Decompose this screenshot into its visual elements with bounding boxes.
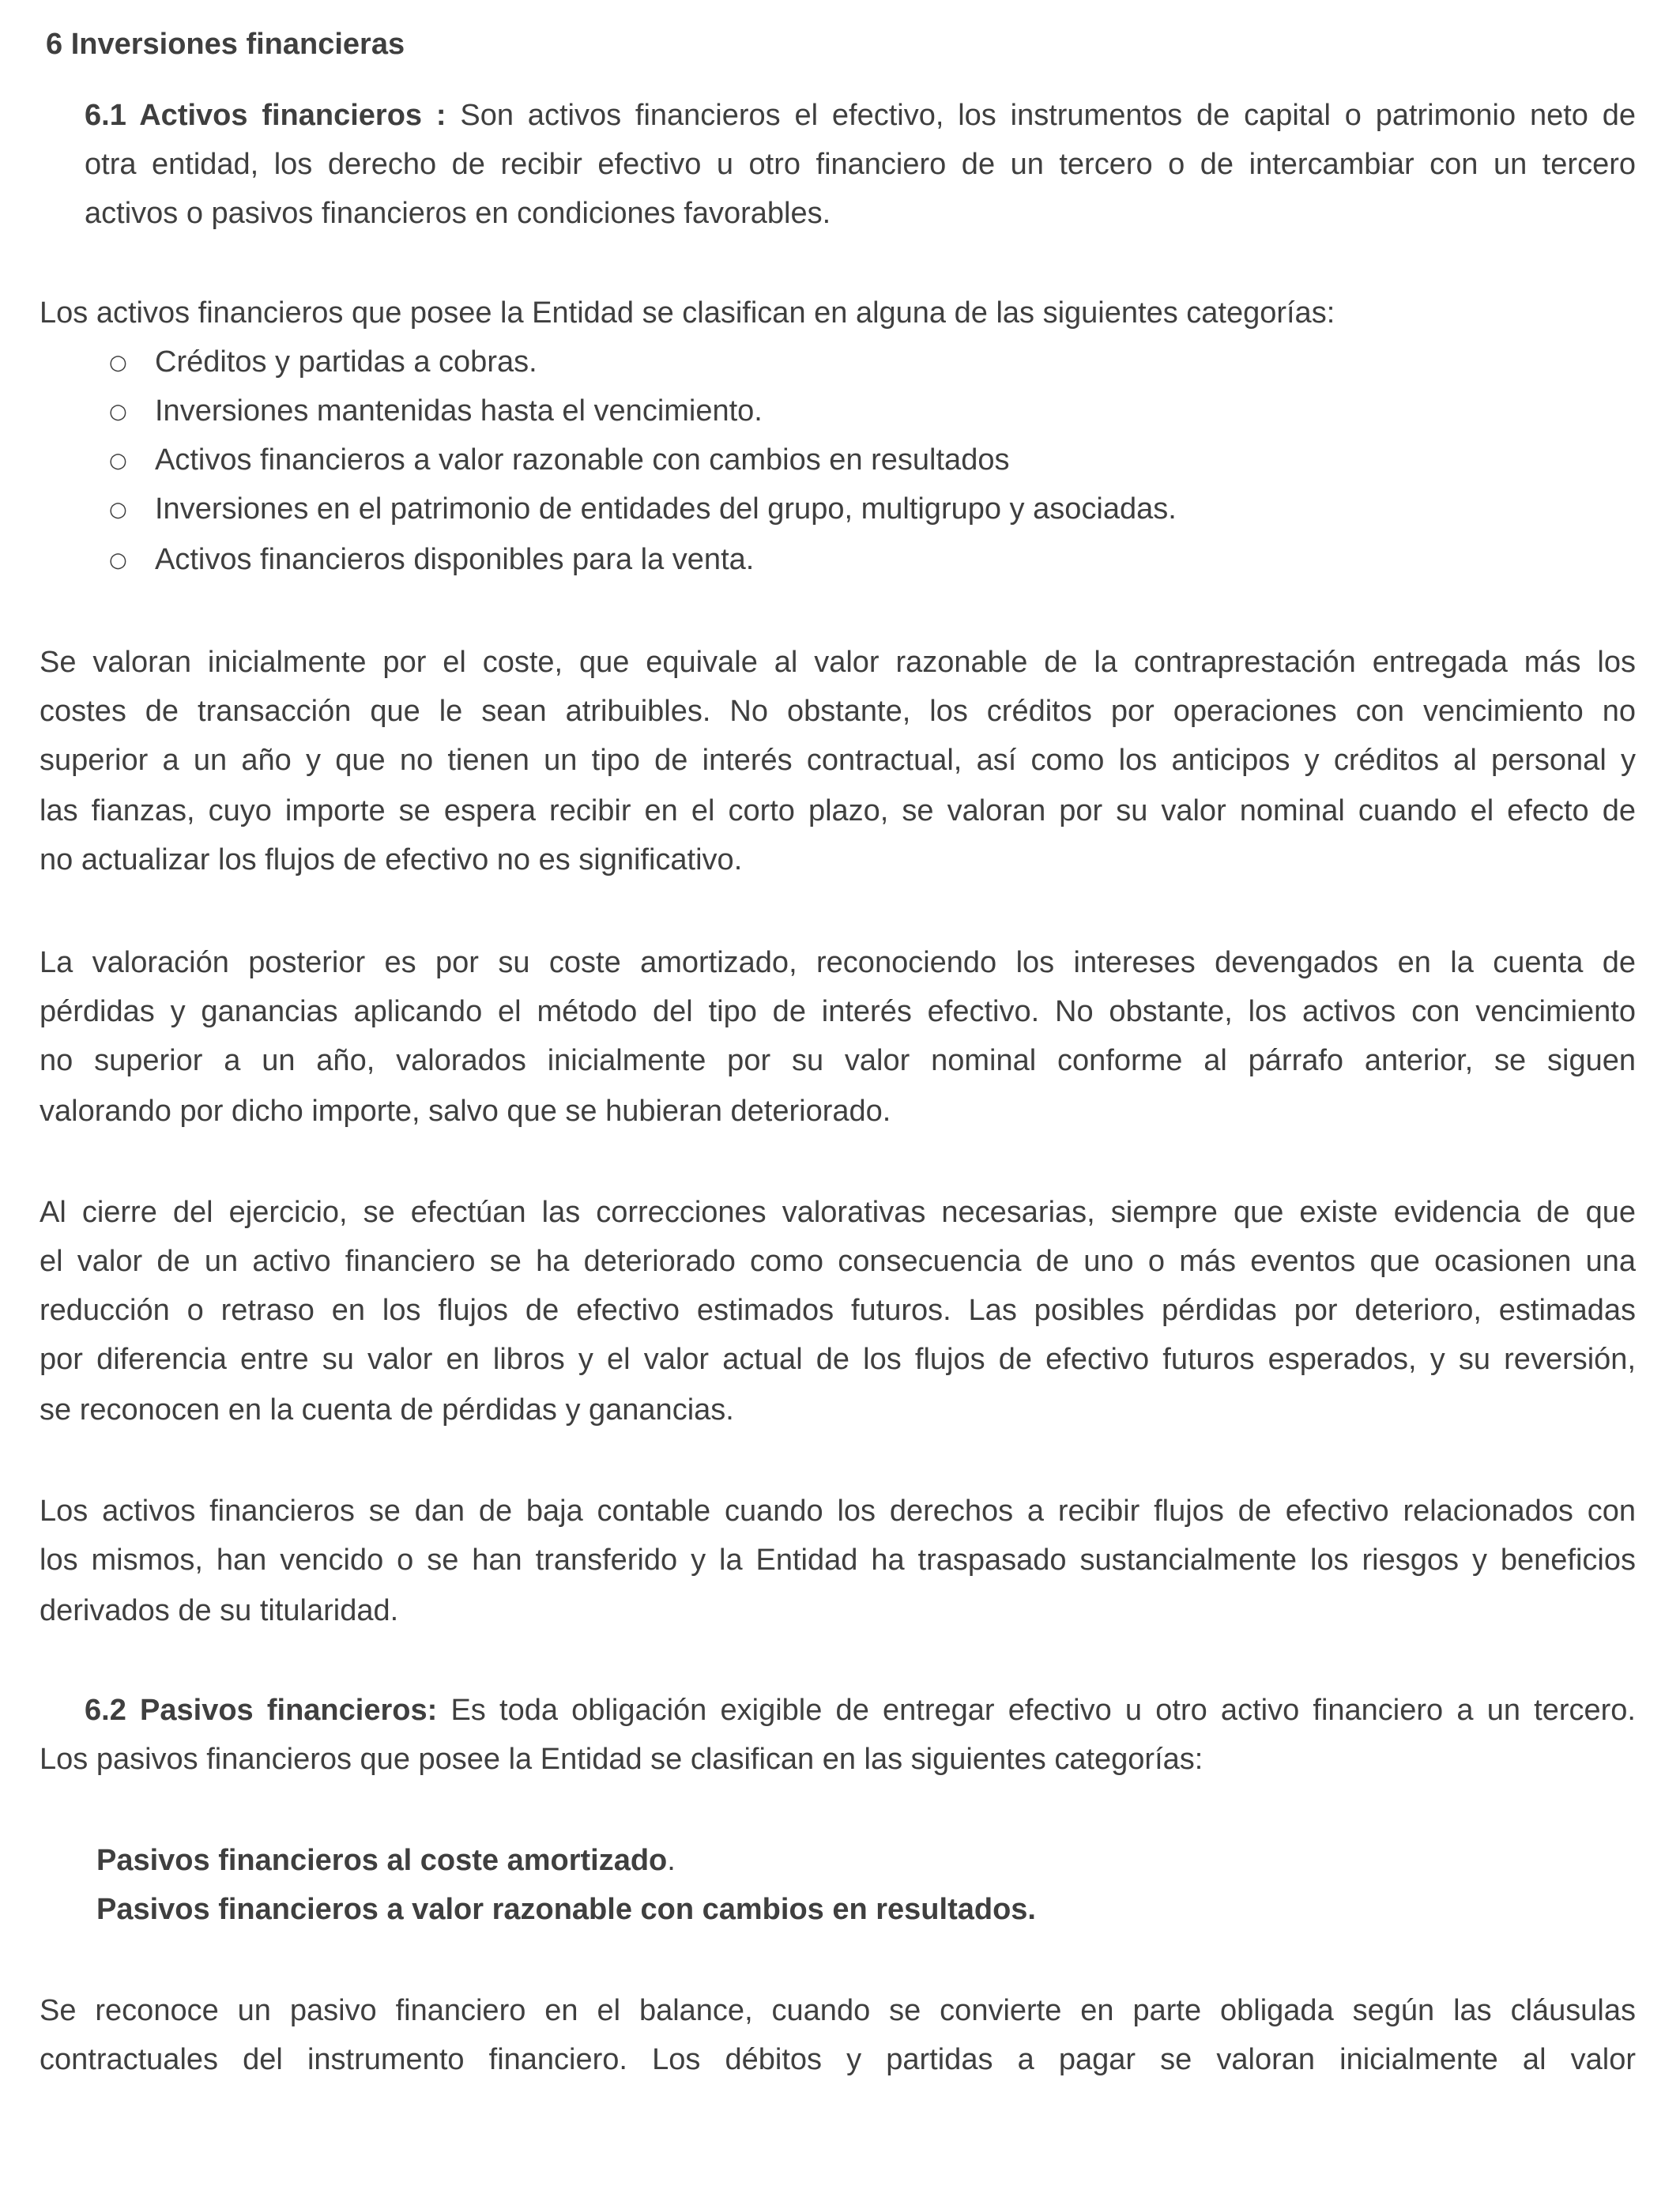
bullet-circle-icon: ○ [109,449,127,473]
section-title: 6 Inversiones financieras [46,28,405,61]
pasivos-category-1-period: . [667,1844,676,1877]
valoracion-inicial-line-1: Se valoran inicialmente por el coste, que equivale al valor razonable de la contraprestación entregada más los [40,646,1636,679]
pasivos-definition-line-2: Los pasivos financieros que posee la Entidad se clasifican en las siguientes categorías: [40,1743,1203,1776]
pasivos-category-2: Pasivos financieros a valor razonable con cambios en resultados. [96,1893,1036,1926]
activos-subsection-label: 6.1 Activos financieros : [85,99,446,132]
list-item-text: Activos financieros a valor razonable con cambios en resultados [155,443,1010,477]
baja-line-3: derivados de su titularidad. [40,1594,399,1627]
pasivos-definition-text: Es toda obligación exigible de entregar efectivo u otro activo financiero a un tercero. [437,1694,1636,1727]
valoracion-posterior-line-3: no superior a un año, valorados inicialmente por su valor nominal conforme al párrafo anterior, se siguen [40,1044,1636,1077]
list-item-text: Inversiones mantenidas hasta el vencimiento. [155,394,763,428]
baja-line-1: Los activos financieros se dan de baja contable cuando los derechos a recibir flujos de efectivo relacionados con [40,1495,1636,1528]
valoracion-inicial-line-3: superior a un año y que no tienen un tipo de interés contractual, así como los anticipos y créditos al personal y [40,744,1636,777]
list-item-text: Créditos y partidas a cobras. [155,345,537,379]
activos-definition-line-3: activos o pasivos financieros en condiciones favorables. [85,197,831,230]
bullet-circle-icon: ○ [109,351,127,375]
pasivos-category-1 [96,1840,1636,1881]
activos-definition-line-1 [85,95,1636,136]
list-item [109,390,763,432]
pasivos-definition-line-1 [85,1690,1636,1731]
list-item-text: Activos financieros disponibles para la venta. [155,543,755,576]
pasivos-subsection-label: 6.2 Pasivos financieros: [85,1694,438,1727]
valoracion-inicial-line-4: las fianzas, cuyo importe se espera recibir en el corto plazo, se valoran por su valor nominal cuando el efecto de [40,794,1636,827]
cierre-line-1: Al cierre del ejercicio, se efectúan las correcciones valorativas necesarias, siempre que existe evidencia de que [40,1196,1636,1229]
bullet-circle-icon: ○ [109,400,127,424]
list-item [109,439,1009,481]
list-item [109,341,537,383]
valoracion-inicial-line-5: no actualizar los flujos de efectivo no es significativo. [40,843,743,876]
bullet-circle-icon: ○ [109,548,127,572]
valoracion-posterior-line-2: pérdidas y ganancias aplicando el método del tipo de interés efectivo. No obstante, los activos con vencimiento [40,995,1636,1028]
valoracion-posterior-line-1: La valoración posterior es por su coste amortizado, reconociendo los intereses devengados en la cuenta de [40,946,1636,979]
activos-definition-line-2: otra entidad, los derecho de recibir efectivo u otro financiero de un tercero o de intercambiar con un tercero [85,148,1636,181]
list-item-text: Inversiones en el patrimonio de entidades del grupo, multigrupo y asociadas. [155,492,1177,526]
pasivos-category-1-text: Pasivos financieros al coste amortizado [96,1844,668,1877]
reconocimiento-line-1: Se reconoce un pasivo financiero en el balance, cuando se convierte en parte obligada según las cláusulas [40,1994,1636,2027]
cierre-line-5: se reconocen en la cuenta de pérdidas y ganancias. [40,1393,734,1427]
list-item [109,488,1177,530]
valoracion-inicial-line-2: costes de transacción que le sean atribuibles. No obstante, los créditos por operaciones con vencimiento no [40,695,1636,728]
baja-line-2: los mismos, han vencido o se han transferido y la Entidad ha traspasado sustancialmente los riesgos y beneficios [40,1544,1636,1577]
list-item [109,539,754,581]
bullet-circle-icon: ○ [109,498,127,522]
activos-definition-text-1: Son activos financieros el efectivo, los instrumentos de capital o patrimonio neto de [446,99,1636,132]
cierre-line-2: el valor de un activo financiero se ha deteriorado como consecuencia de uno o más eventos que ocasionen una [40,1245,1636,1278]
valoracion-posterior-line-4: valorando por dicho importe, salvo que se hubieran deteriorado. [40,1095,891,1128]
cierre-line-4: por diferencia entre su valor en libros y el valor actual de los flujos de efectivo futuros esperados, y su reversión, [40,1343,1636,1376]
reconocimiento-line-2: contractuales del instrumento financiero. Los débitos y partidas a pagar se valoran inicialmente al valor [40,2043,1636,2076]
categories-intro: Los activos financieros que posee la Entidad se clasifican en alguna de las siguientes categorías: [40,296,1335,330]
cierre-line-3: reducción o retraso en los flujos de efectivo estimados futuros. Las posibles pérdidas por deterioro, estimadas [40,1294,1636,1327]
